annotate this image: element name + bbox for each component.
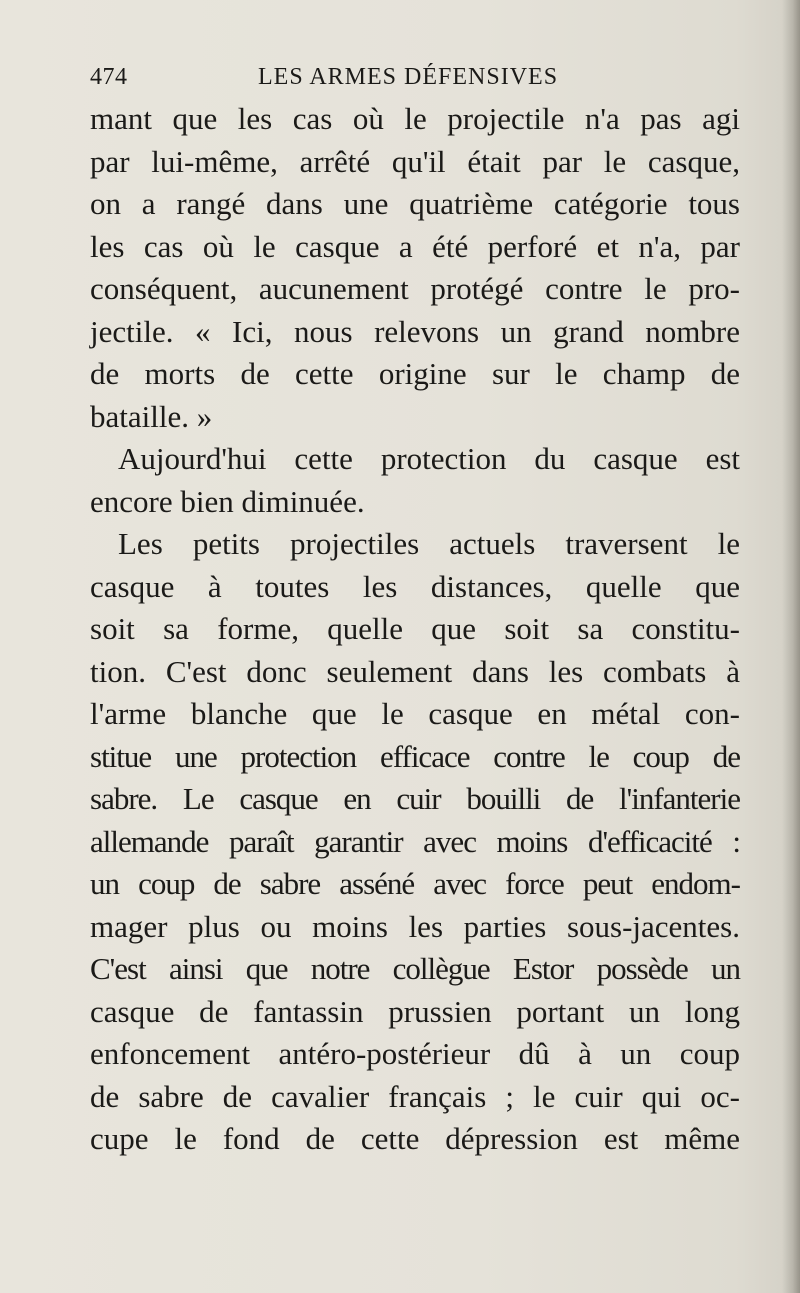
text-line: l'arme blanche que le casque en métal con- — [90, 696, 740, 731]
text-line: de sabre de cavalier français ; le cuir qui oc- — [90, 1078, 740, 1114]
text-line: Aujourd'hui cette protection du casque est — [118, 441, 740, 476]
text-line: jectile. « Ici, nous relevons un grand nombre — [90, 313, 740, 349]
text-line: stitue une protection efficace contre le coup de — [90, 738, 740, 774]
text-line: Les petits projectiles actuels traversent le — [118, 526, 740, 561]
text-line: par lui-même, arrêté qu'il était par le casque, — [90, 143, 740, 179]
text-line: les cas où le casque a été perforé et n'a, par — [90, 228, 740, 264]
text-line: tion. C'est donc seulement dans les combats à — [90, 653, 740, 689]
text-line: soit sa forme, quelle que soit sa constitu- — [90, 611, 740, 646]
body-text — [90, 98, 740, 1161]
text-line: bataille. » — [90, 398, 213, 434]
text-line: encore bien diminuée. — [90, 483, 365, 519]
page-edge-shadow — [782, 0, 800, 1293]
text-line: allemande paraît garantir avec moins d'efficacité : — [90, 823, 740, 859]
text-line: cupe le fond de cette dépression est même — [90, 1121, 740, 1156]
text-line: C'est ainsi que notre collègue Estor possède un — [90, 951, 740, 986]
running-title: LES ARMES DÉFENSIVES — [258, 64, 559, 90]
text-line: un coup de sabre asséné avec force peut endom- — [90, 866, 740, 901]
page-header — [90, 64, 720, 94]
text-line: de morts de cette origine sur le champ de — [90, 356, 740, 391]
text-line: mant que les cas où le projectile n'a pas agi — [90, 101, 740, 136]
text-line: casque de fantassin prussien portant un long — [90, 993, 740, 1029]
text-line: on a rangé dans une quatrième catégorie tous — [90, 186, 740, 221]
page-number: 474 — [90, 64, 128, 90]
text-line: enfoncement antéro-postérieur dû à un coup — [90, 1036, 740, 1071]
text-line: mager plus ou moins les parties sous-jacentes. — [90, 908, 740, 944]
text-line: conséquent, aucunement protégé contre le pro- — [90, 271, 740, 306]
text-line: sabre. Le casque en cuir bouilli de l'infanterie — [90, 781, 740, 816]
text-line: casque à toutes les distances, quelle que — [90, 568, 740, 604]
